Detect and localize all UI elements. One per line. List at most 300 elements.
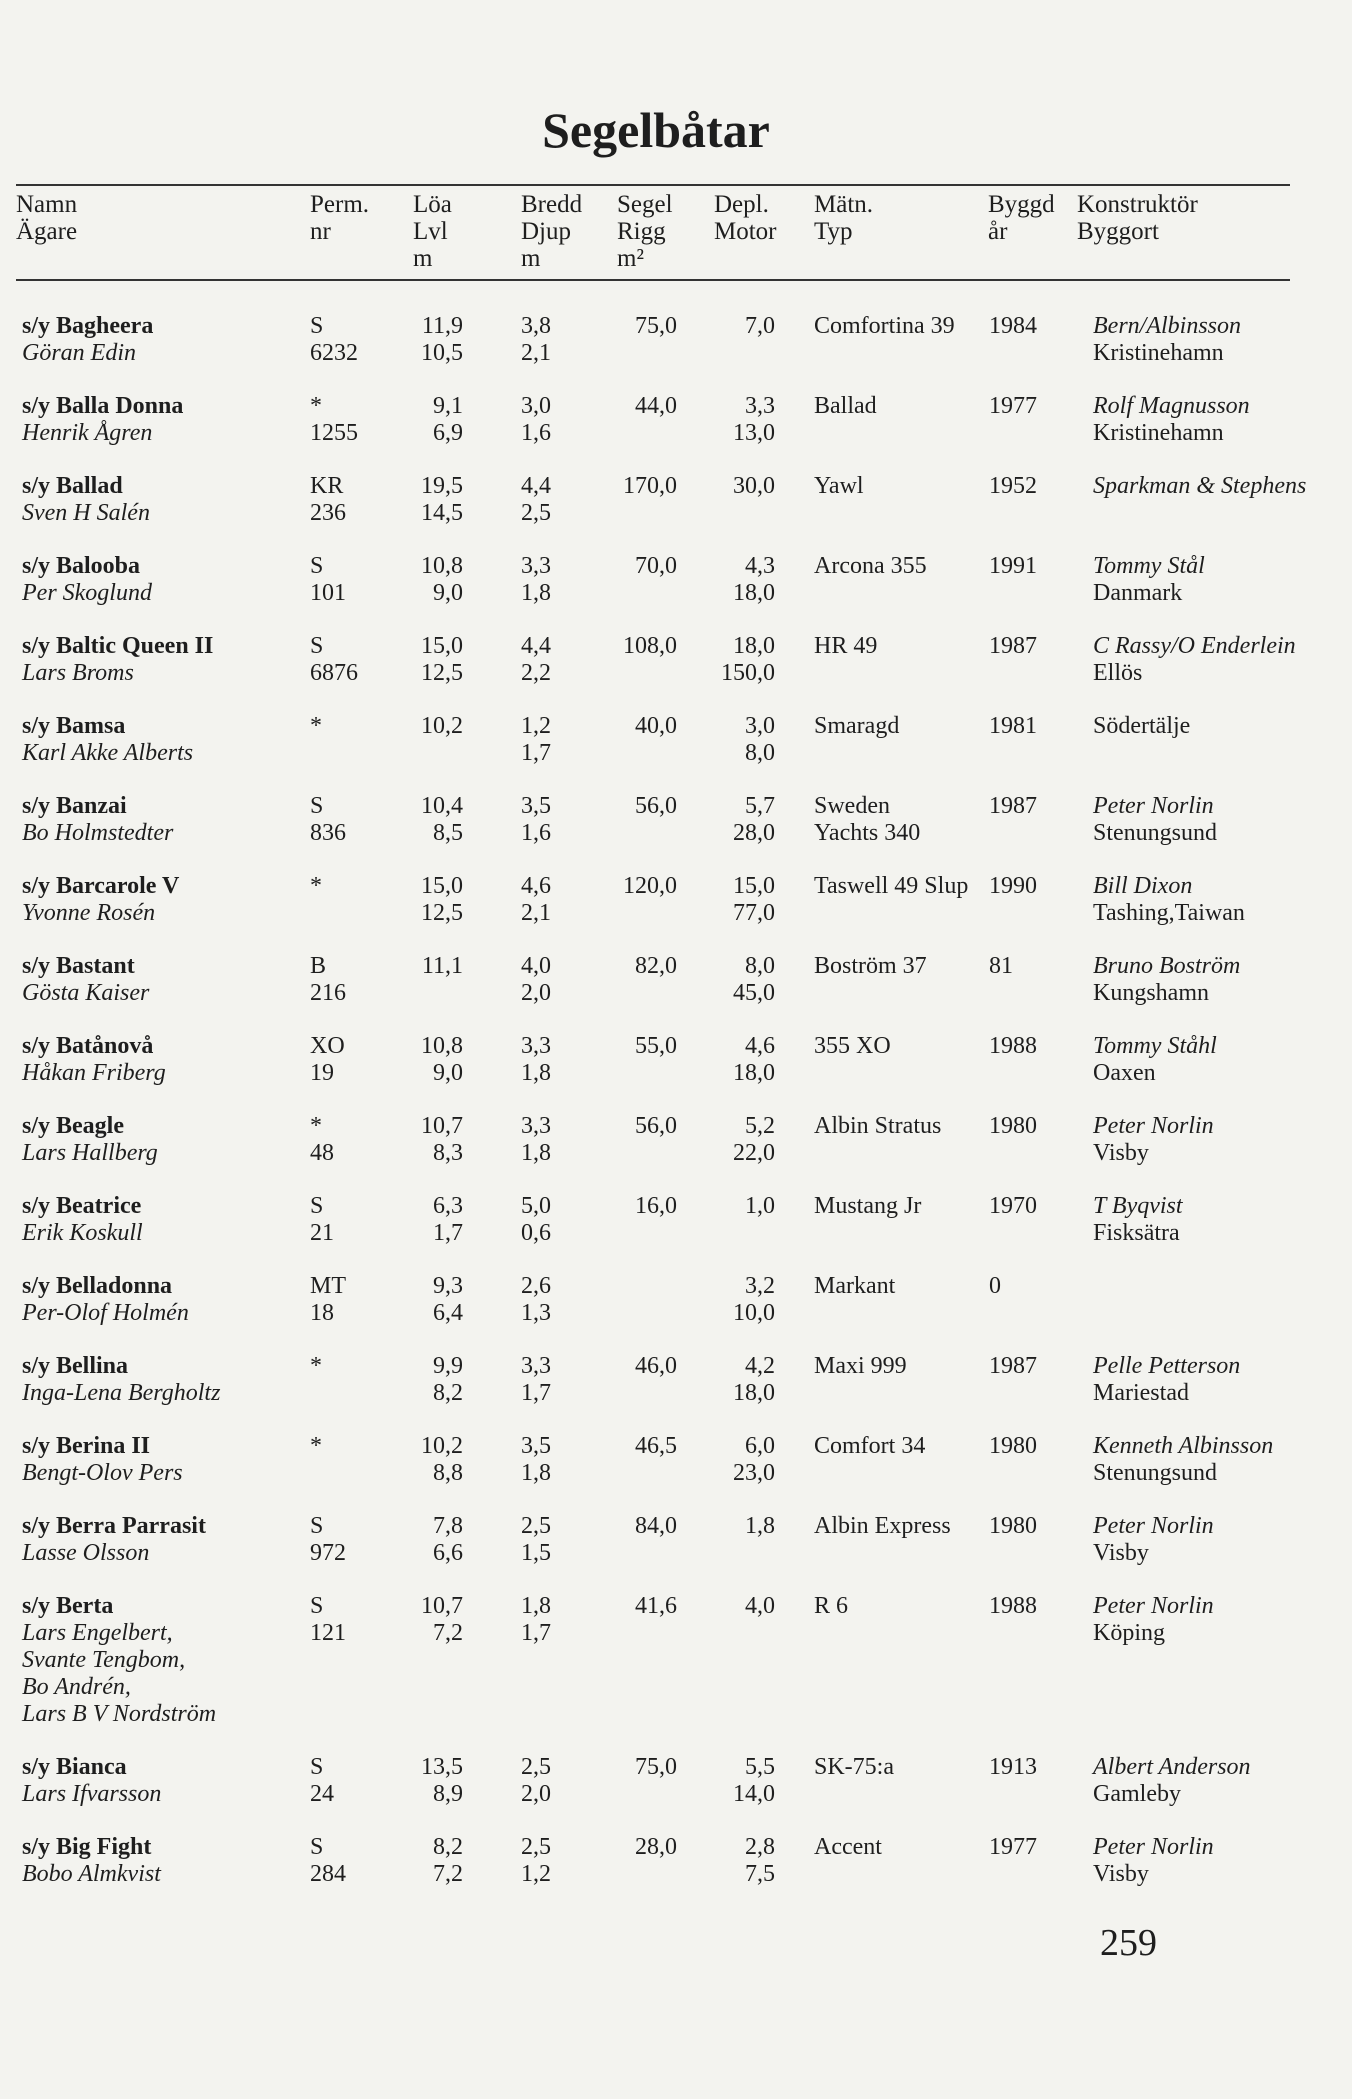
boat-name-cell (22, 1513, 206, 1567)
header-col-loa (413, 191, 452, 272)
build-place: Oaxen (1093, 1060, 1156, 1086)
boat-name: s/y Bellina (22, 1353, 129, 1379)
loa-value: 10,7 (421, 1593, 463, 1619)
boat-name: s/y Barcarole V (22, 873, 180, 899)
perm-value: S (310, 1834, 324, 1860)
type-value: Maxi 999 (814, 1353, 907, 1379)
segel-cell (615, 473, 677, 500)
loa-cell (380, 1353, 463, 1407)
year-cell (989, 553, 1037, 580)
type-cell (814, 953, 927, 980)
designer-cell (1093, 1353, 1240, 1407)
loa-value: 6,3 (433, 1193, 463, 1219)
owner-name: Per Skoglund (22, 580, 152, 606)
page-number: 259 (1100, 1922, 1157, 1964)
bredd-cell (521, 473, 551, 527)
segel-value: 75,0 (635, 1754, 677, 1780)
perm-value: * (310, 873, 322, 899)
perm-value: S (310, 313, 324, 339)
type-cell (814, 313, 955, 340)
type-value: SK-75:a (814, 1754, 894, 1780)
bredd-value: 1,7 (521, 1380, 551, 1406)
segel-cell (615, 1193, 677, 1220)
year-cell (989, 1754, 1037, 1781)
loa-cell (380, 1593, 463, 1647)
build-place: Södertälje (1093, 713, 1191, 739)
bredd-value: 3,5 (521, 793, 551, 819)
depl-value: 28,0 (733, 820, 775, 846)
perm-cell (310, 633, 358, 687)
boat-name: s/y Belladonna (22, 1273, 173, 1299)
depl-value: 5,7 (745, 793, 775, 819)
bredd-value: 2,6 (521, 1273, 551, 1299)
depl-value: 18,0 (733, 1380, 775, 1406)
depl-value: 2,8 (745, 1834, 775, 1860)
boat-name: s/y Berta (22, 1593, 114, 1619)
perm-cell (310, 1433, 322, 1460)
bredd-value: 1,2 (521, 713, 551, 739)
perm-cell (310, 953, 346, 1007)
type-cell (814, 1353, 907, 1380)
year-cell (989, 953, 1013, 980)
type-cell (814, 1593, 848, 1620)
designer-cell (1093, 473, 1306, 500)
boat-name: s/y Berra Parrasit (22, 1513, 206, 1539)
loa-value: 9,0 (433, 1060, 463, 1086)
type-cell (814, 553, 927, 580)
boat-entry (0, 1834, 1352, 1904)
perm-cell (310, 873, 322, 900)
bredd-value: 3,3 (521, 553, 551, 579)
designer-cell (1093, 1433, 1273, 1487)
boat-name-cell (22, 1353, 220, 1407)
segel-cell (615, 713, 677, 740)
year-value: 1977 (989, 1834, 1037, 1860)
loa-value: 8,8 (433, 1460, 463, 1486)
loa-cell (380, 1834, 463, 1888)
loa-value: 15,0 (421, 633, 463, 659)
perm-cell (310, 393, 358, 447)
year-cell (989, 393, 1037, 420)
boat-name: s/y Big Fight (22, 1834, 152, 1860)
type-value: HR 49 (814, 633, 878, 659)
build-place: Fisksätra (1093, 1220, 1180, 1246)
bredd-value: 1,3 (521, 1300, 551, 1326)
designer-name: Sparkman & Stephens (1093, 473, 1307, 499)
header-label: Namn (16, 191, 78, 218)
perm-cell (310, 1193, 334, 1247)
year-cell (989, 1834, 1037, 1861)
boat-name-cell (22, 1273, 189, 1327)
perm-cell (310, 1834, 346, 1888)
header-label: Ägare (16, 218, 78, 245)
bredd-value: 1,5 (521, 1540, 551, 1566)
loa-value: 7,2 (433, 1861, 463, 1887)
segel-cell (615, 1754, 677, 1781)
designer-cell (1093, 313, 1241, 367)
header-label: Perm. (310, 191, 370, 218)
type-cell (814, 873, 968, 900)
year-value: 81 (989, 953, 1013, 979)
boat-entry (0, 313, 1352, 383)
perm-value: * (310, 1433, 322, 1459)
depl-value: 3,2 (745, 1273, 775, 1299)
designer-cell (1093, 1033, 1217, 1087)
loa-cell (380, 393, 463, 447)
type-cell (814, 1513, 951, 1540)
boat-name-cell (22, 1033, 166, 1087)
perm-value: 48 (310, 1140, 334, 1166)
perm-value: * (310, 713, 322, 739)
depl-cell (710, 633, 775, 687)
segel-cell (615, 793, 677, 820)
depl-value: 14,0 (733, 1781, 775, 1807)
depl-value: 1,8 (745, 1513, 775, 1539)
type-value: Yawl (814, 473, 864, 499)
depl-value: 3,0 (745, 713, 775, 739)
loa-cell (380, 553, 463, 607)
boat-entry (0, 1113, 1352, 1183)
depl-cell (710, 873, 775, 927)
loa-value: 10,8 (421, 553, 463, 579)
header-col-bredd (521, 191, 582, 272)
year-value: 1952 (989, 473, 1037, 499)
boat-name-cell (22, 1433, 183, 1487)
bredd-value: 2,0 (521, 1781, 551, 1807)
segel-value: 46,5 (635, 1433, 677, 1459)
segel-value: 84,0 (635, 1513, 677, 1539)
loa-value: 8,5 (433, 820, 463, 846)
owner-name: Lars Hallberg (22, 1140, 158, 1166)
type-cell (814, 793, 920, 847)
segel-value: 16,0 (635, 1193, 677, 1219)
perm-cell (310, 1513, 346, 1567)
designer-cell (1093, 713, 1190, 740)
type-value: Smaragd (814, 713, 900, 739)
boat-entry (0, 1433, 1352, 1503)
boat-name: s/y Berina II (22, 1433, 151, 1459)
header-col-konstruktor (1077, 191, 1198, 245)
header-col-segel (617, 191, 673, 272)
bredd-value: 2,5 (521, 500, 551, 526)
header-bottom-rule (16, 279, 1290, 281)
designer-name: Pelle Petterson (1093, 1353, 1241, 1379)
designer-cell (1093, 1754, 1251, 1808)
perm-value: S (310, 1754, 324, 1780)
type-cell (814, 1193, 921, 1220)
perm-value: MT (310, 1273, 346, 1299)
designer-name: T Byqvist (1093, 1193, 1183, 1219)
loa-value: 10,8 (421, 1033, 463, 1059)
designer-name: Tommy Ståhl (1093, 1033, 1217, 1059)
perm-cell (310, 713, 322, 740)
segel-value: 108,0 (623, 633, 677, 659)
boat-entry (0, 1193, 1352, 1263)
type-cell (814, 1113, 941, 1140)
year-cell (989, 1193, 1037, 1220)
build-place: Stenungsund (1093, 820, 1218, 846)
depl-value: 18,0 (733, 633, 775, 659)
boat-name-cell (22, 713, 193, 767)
segel-cell (615, 1353, 677, 1380)
page-title: Segelbåtar (542, 102, 770, 158)
bredd-cell (521, 1593, 551, 1647)
loa-value: 6,4 (433, 1300, 463, 1326)
perm-value: * (310, 393, 322, 419)
perm-cell (310, 1033, 345, 1087)
type-value: Sweden (814, 793, 890, 819)
segel-cell (615, 873, 677, 900)
perm-value: 836 (310, 820, 346, 846)
perm-value: 24 (310, 1781, 334, 1807)
year-cell (989, 1513, 1037, 1540)
bredd-cell (521, 873, 551, 927)
year-cell (989, 793, 1037, 820)
owner-name: Inga-Lena Bergholtz (22, 1380, 221, 1406)
designer-name: C Rassy/O Enderlein (1093, 633, 1296, 659)
bredd-value: 1,2 (521, 1861, 551, 1887)
loa-value: 11,1 (421, 953, 463, 979)
bredd-value: 4,4 (521, 473, 551, 499)
depl-cell (710, 313, 775, 340)
depl-cell (710, 793, 775, 847)
perm-cell (310, 1113, 334, 1167)
loa-value: 9,0 (433, 580, 463, 606)
type-cell (814, 473, 864, 500)
designer-cell (1093, 873, 1245, 927)
boat-entry (0, 1593, 1352, 1727)
loa-value: 10,5 (421, 340, 463, 366)
perm-value: S (310, 793, 324, 819)
depl-cell (710, 1273, 775, 1327)
designer-name: Peter Norlin (1093, 1834, 1214, 1860)
build-place: Mariestad (1093, 1380, 1189, 1406)
depl-value: 23,0 (733, 1460, 775, 1486)
header-label: Djup (521, 218, 571, 245)
loa-value: 8,2 (433, 1834, 463, 1860)
depl-value: 5,2 (745, 1113, 775, 1139)
depl-value: 18,0 (733, 1060, 775, 1086)
boat-name: s/y Bianca (22, 1754, 127, 1780)
designer-name: Bern/Albinsson (1093, 313, 1241, 339)
depl-cell (710, 1433, 775, 1487)
segel-value: 40,0 (635, 713, 677, 739)
depl-value: 4,3 (745, 553, 775, 579)
bredd-value: 1,6 (521, 820, 551, 846)
bredd-value: 1,7 (521, 1620, 551, 1646)
depl-value: 3,3 (745, 393, 775, 419)
year-value: 1980 (989, 1513, 1037, 1539)
bredd-cell (521, 633, 551, 687)
type-value: 355 XO (814, 1033, 891, 1059)
segel-value: 46,0 (635, 1353, 677, 1379)
owner-name: Håkan Friberg (22, 1060, 166, 1086)
type-value: Markant (814, 1273, 896, 1299)
header-label: Mätn. (814, 191, 874, 218)
boat-entry (0, 553, 1352, 623)
bredd-cell (521, 1834, 551, 1888)
owner-name: Karl Akke Alberts (22, 740, 194, 766)
header-label: Rigg (617, 218, 666, 245)
depl-value: 10,0 (733, 1300, 775, 1326)
perm-cell (310, 473, 346, 527)
loa-cell (380, 1513, 463, 1567)
segel-value: 55,0 (635, 1033, 677, 1059)
owner-name: Svante Tengbom, (22, 1647, 186, 1673)
boat-entry (0, 1754, 1352, 1824)
depl-cell (710, 953, 775, 1007)
loa-cell (380, 1754, 463, 1808)
boat-name-cell (22, 1754, 161, 1808)
loa-cell (380, 873, 463, 927)
boat-name: s/y Beagle (22, 1113, 124, 1139)
segel-cell (615, 1113, 677, 1140)
build-place: Stenungsund (1093, 1460, 1218, 1486)
loa-cell (380, 1193, 463, 1247)
loa-value: 11,9 (421, 313, 463, 339)
year-cell (989, 1033, 1037, 1060)
loa-value: 12,5 (421, 660, 463, 686)
boat-name-cell (22, 1113, 158, 1167)
bredd-cell (521, 713, 551, 767)
designer-name: Albert Anderson (1093, 1754, 1251, 1780)
owner-name: Lars Broms (22, 660, 134, 686)
depl-value: 7,5 (745, 1861, 775, 1887)
year-value: 1991 (989, 553, 1037, 579)
segel-cell (615, 1593, 677, 1620)
owner-name: Bo Holmstedter (22, 820, 174, 846)
header-col-matn (814, 191, 873, 245)
depl-cell (710, 1193, 775, 1220)
depl-value: 4,6 (745, 1033, 775, 1059)
type-value: Albin Stratus (814, 1113, 942, 1139)
loa-value: 7,8 (433, 1513, 463, 1539)
year-cell (989, 633, 1037, 660)
segel-cell (615, 953, 677, 980)
bredd-cell (521, 1193, 551, 1247)
depl-value: 7,0 (745, 313, 775, 339)
perm-value: 284 (310, 1861, 346, 1887)
header-label: Konstruktör (1077, 191, 1198, 218)
type-value: Yachts 340 (814, 820, 921, 846)
depl-cell (710, 1113, 775, 1167)
bredd-value: 3,0 (521, 393, 551, 419)
designer-name: Tommy Stål (1093, 553, 1205, 579)
segel-value: 56,0 (635, 1113, 677, 1139)
boat-name: s/y Bastant (22, 953, 135, 979)
perm-value: 101 (310, 580, 346, 606)
boat-name: s/y Balooba (22, 553, 141, 579)
perm-value: KR (310, 473, 344, 499)
segel-cell (615, 313, 677, 340)
designer-cell (1093, 1113, 1214, 1167)
year-cell (989, 1113, 1037, 1140)
segel-value: 75,0 (635, 313, 677, 339)
boat-name-cell (22, 633, 213, 687)
bredd-value: 4,4 (521, 633, 551, 659)
depl-value: 1,0 (745, 1193, 775, 1219)
perm-cell (310, 553, 346, 607)
boat-name: s/y Baltic Queen II (22, 633, 214, 659)
year-cell (989, 473, 1037, 500)
year-value: 0 (989, 1273, 1001, 1299)
perm-value: 18 (310, 1300, 334, 1326)
designer-name: Peter Norlin (1093, 1513, 1214, 1539)
build-place: Danmark (1093, 580, 1183, 606)
boat-name-cell (22, 1834, 161, 1888)
boat-name-cell (22, 1193, 143, 1247)
perm-value: 236 (310, 500, 346, 526)
perm-value: S (310, 633, 324, 659)
designer-name: Peter Norlin (1093, 1593, 1214, 1619)
loa-value: 14,5 (421, 500, 463, 526)
boat-name: s/y Bagheera (22, 313, 154, 339)
type-cell (814, 633, 877, 660)
loa-value: 10,7 (421, 1113, 463, 1139)
type-cell (814, 1033, 891, 1060)
perm-cell (310, 313, 358, 367)
loa-value: 8,2 (433, 1380, 463, 1406)
bredd-value: 3,5 (521, 1433, 551, 1459)
bredd-value: 2,2 (521, 660, 551, 686)
year-value: 1990 (989, 873, 1037, 899)
owner-name: Göran Edin (22, 340, 136, 366)
bredd-value: 3,3 (521, 1353, 551, 1379)
header-col-depl (714, 191, 777, 245)
owner-name: Erik Koskull (22, 1220, 143, 1246)
boat-entry (0, 1513, 1352, 1583)
year-value: 1984 (989, 313, 1037, 339)
header-label: Typ (814, 218, 853, 245)
boat-name: s/y Ballad (22, 473, 123, 499)
boat-name: s/y Beatrice (22, 1193, 142, 1219)
designer-cell (1093, 1193, 1183, 1247)
build-place: Ellös (1093, 660, 1143, 686)
loa-value: 7,2 (433, 1620, 463, 1646)
type-value: Arcona 355 (814, 553, 927, 579)
type-cell (814, 1433, 925, 1460)
year-cell (989, 713, 1037, 740)
year-cell (989, 1273, 1001, 1300)
boat-entry (0, 1273, 1352, 1343)
segel-cell (615, 633, 677, 660)
build-place: Tashing,Taiwan (1093, 900, 1245, 926)
loa-cell (380, 793, 463, 847)
header-label: m (413, 245, 433, 272)
boat-name-cell (22, 553, 152, 607)
segel-cell (615, 1513, 677, 1540)
type-value: Taswell 49 Slup (814, 873, 969, 899)
loa-value: 10,2 (421, 713, 463, 739)
boat-entry (0, 393, 1352, 463)
loa-value: 10,2 (421, 1433, 463, 1459)
owner-name: Bobo Almkvist (22, 1861, 161, 1887)
depl-value: 5,5 (745, 1754, 775, 1780)
bredd-cell (521, 1113, 551, 1167)
build-place: Kristinehamn (1093, 420, 1224, 446)
depl-value: 4,2 (745, 1353, 775, 1379)
designer-name: Bill Dixon (1093, 873, 1193, 899)
perm-value: 121 (310, 1620, 346, 1646)
boat-name-cell (22, 953, 149, 1007)
segel-value: 41,6 (635, 1593, 677, 1619)
bredd-value: 2,5 (521, 1834, 551, 1860)
boat-entry (0, 633, 1352, 703)
bredd-cell (521, 793, 551, 847)
segel-cell (615, 1033, 677, 1060)
owner-name: Lars Ifvarsson (22, 1781, 162, 1807)
year-value: 1913 (989, 1754, 1037, 1780)
